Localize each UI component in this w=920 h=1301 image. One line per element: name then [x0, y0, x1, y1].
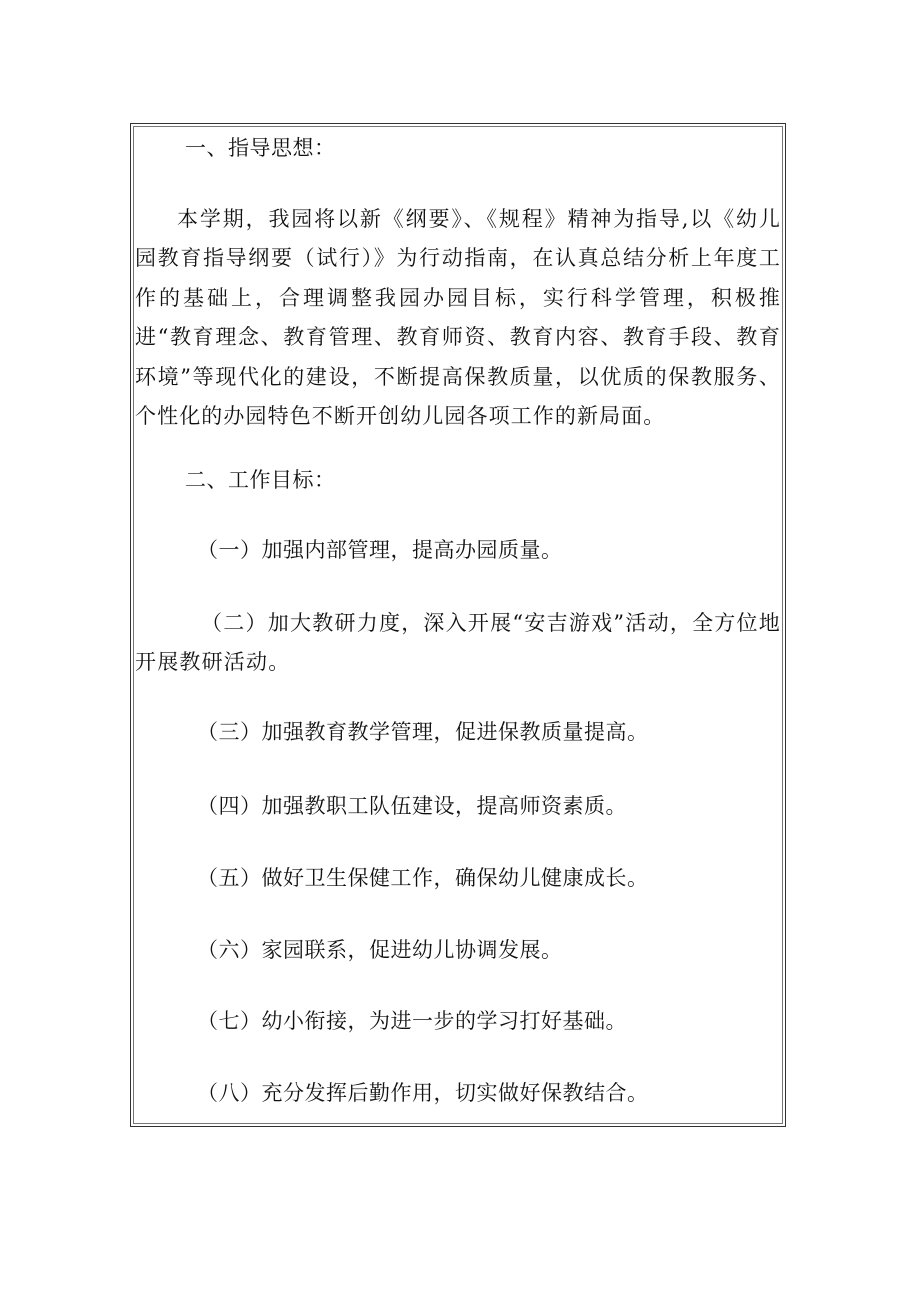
goal-item-8: （八）充分发挥后勤作用，切实做好保教结合。 — [197, 1081, 649, 1105]
goal-item-1: （一）加强内部管理，提高办园质量。 — [197, 538, 563, 562]
section-heading-guiding-ideology: 一、指导思想： — [185, 136, 336, 160]
goal-item-6: （六）家园联系，促进幼儿协调发展。 — [197, 938, 563, 962]
goal-item-2: （二）加大教研力度，深入开展“安吉游戏”活动，全方位地开展教研活动。 — [135, 611, 781, 674]
goal-item-5: （五）做好卫生保健工作，确保幼儿健康成长。 — [197, 866, 649, 890]
goal-item-7: （七）幼小衔接，为进一步的学习打好基础。 — [197, 1009, 627, 1033]
document-frame — [130, 123, 786, 1127]
goal-item-4: （四）加强教职工队伍建设，提高师资素质。 — [197, 794, 627, 818]
section-heading-work-goals: 二、工作目标： — [185, 468, 336, 492]
goal-item-3: （三）加强教育教学管理，促进保教质量提高。 — [197, 720, 649, 744]
guiding-ideology-paragraph: 本学期，我园将以新《纲要》、《规程》精神为指导,以《幼儿园教育指导纲要（试行）》为行动指南，在认真总结分析上年度工作的基础上，合理调整我园办园目标，实行科学管理，积极推进“教育理念、教育管理、教育师资、教育内容、教育手段、教育环境”等现代化的建设，不断提高保教质量，以优质的保教服务、个性化的办园特色不断开创幼儿园各项工作的新局面。 — [135, 207, 781, 429]
